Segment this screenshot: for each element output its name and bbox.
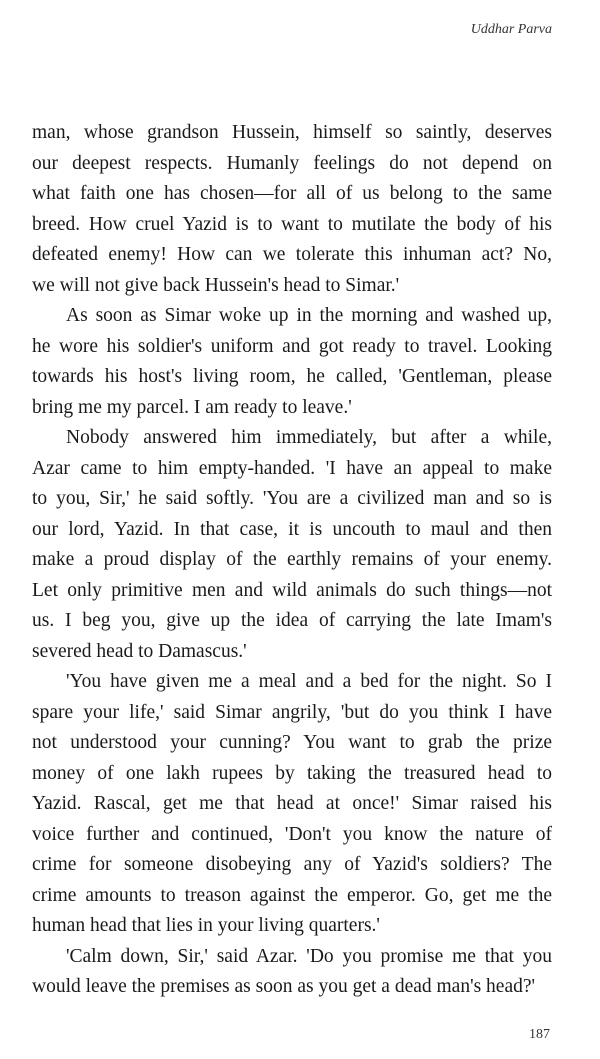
body-text — [32, 118, 552, 1003]
text-line: Yazid. Rascal, get me that head at once!' Simar raised his — [32, 793, 552, 814]
text-line: breed. How cruel Yazid is to want to mutilate the body of his — [32, 213, 552, 235]
text-line: he wore his soldier's uniform and got ready to travel. Looking — [32, 335, 552, 357]
text-line: not understood your cunning? You want to grab the prize — [32, 732, 552, 753]
paragraph — [32, 301, 552, 423]
text-line: 'Calm down, Sir,' said Azar. 'Do you promise me that you — [66, 945, 552, 967]
page-number: 187 — [529, 1027, 550, 1042]
text-line: we will not give back Hussein's head to Simar.' — [32, 274, 400, 296]
text-line: us. I beg you, give up the idea of carrying the late Imam's — [32, 610, 552, 631]
paragraph — [32, 942, 552, 1003]
running-head: Uddhar Parva — [470, 22, 552, 37]
text-line: our lord, Yazid. In that case, it is uncouth to maul and then — [32, 518, 552, 540]
paragraph — [32, 118, 552, 301]
text-line: human head that lies in your living quarters.' — [32, 915, 380, 936]
paragraph — [32, 667, 552, 942]
text-line: crime amounts to treason against the emperor. Go, get me the — [32, 884, 552, 906]
text-line: make a proud display of the earthly remains of your enemy. — [32, 549, 552, 570]
text-line: bring me my parcel. I am ready to leave.' — [32, 396, 352, 418]
text-line: 'You have given me a meal and a bed for the night. So I — [66, 671, 552, 692]
text-line: to you, Sir,' he said softly. 'You are a civilized man and so is — [32, 488, 552, 509]
text-line: crime for someone disobeying any of Yazid's soldiers? The — [32, 854, 552, 875]
text-line: man, whose grandson Hussein, himself so saintly, deserves — [32, 122, 552, 143]
text-line: Azar came to him empty-handed. 'I have an appeal to make — [32, 457, 552, 479]
text-line: Nobody answered him immediately, but after a while, — [66, 427, 552, 448]
text-line: As soon as Simar woke up in the morning and washed up, — [66, 305, 552, 326]
text-line: spare your life,' said Simar angrily, 'but do you think I have — [32, 701, 552, 723]
text-line: voice further and continued, 'Don't you know the nature of — [32, 823, 552, 845]
text-line: defeated enemy! How can we tolerate this inhuman act? No, — [32, 244, 552, 265]
text-line: would leave the premises as soon as you get a dead man's head?' — [32, 976, 536, 997]
text-line: Let only primitive men and wild animals do such things—not — [32, 579, 552, 601]
text-line: severed head to Damascus.' — [32, 640, 247, 662]
text-line: money of one lakh rupees by taking the treasured head to — [32, 762, 552, 784]
paragraph — [32, 423, 552, 667]
text-line: what faith one has chosen—for all of us belong to the same — [32, 183, 552, 204]
text-line: our deepest respects. Humanly feelings do not depend on — [32, 152, 552, 174]
text-line: towards his host's living room, he called, 'Gentleman, please — [32, 366, 552, 387]
